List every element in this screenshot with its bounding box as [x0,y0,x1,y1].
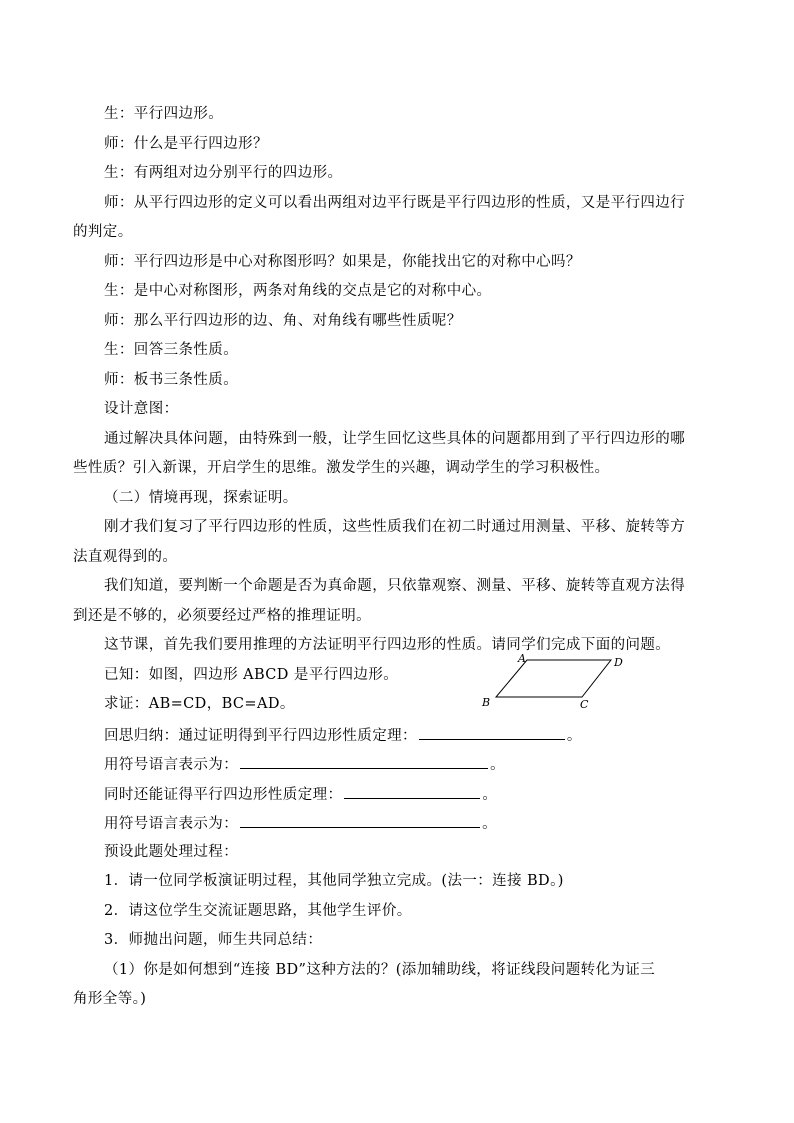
prove-line: 求证：AB=CD，BC=AD。 [104,696,295,712]
parallelogram-shape [496,660,611,697]
fill-line [104,812,497,834]
section-heading: （二）情境再现，探索证明。 [104,490,298,506]
text-line: 预设此题处理过程： [104,844,239,860]
text-line: 生：回答三条性质。 [104,342,239,358]
text-line: 到还是不够的，必须要经过严格的推理证明。 [73,608,371,624]
vertex-label-c: C [580,698,589,711]
list-item: 1．请一位同学板演证明过程，其他同学独立完成。(法一：连接 BD。) [104,873,564,889]
answer-blank[interactable] [240,753,488,769]
answer-blank[interactable] [419,724,565,740]
text-line: 刚才我们复习了平行四边形的性质，这些性质我们在初二时通过用测量、平移、旋转等方 [104,519,686,535]
text-line: 师：那么平行四边形的边、角、对角线有哪些性质呢？ [104,313,462,329]
fill-end: 。 [482,816,498,832]
text-line: 我们知道，要判断一个命题是否为真命题，只依靠观察、测量、平移、旋转等直观方法得 [104,578,686,594]
text-line: 师：什么是平行四边形？ [104,136,268,152]
answer-blank[interactable] [240,812,480,828]
fill-end: 。 [482,787,498,803]
vertex-label-a: A [518,652,526,665]
list-item: 2．请这位学生交流证题思路，其他学生评价。 [104,903,412,919]
text-line: 师：平行四边形是中心对称图形吗？如果是，你能找出它的对称中心吗？ [104,254,581,270]
text-line: 些性质？引入新课，开启学生的思维。激发学生的兴趣，调动学生的学习积极性。 [73,460,610,476]
text-line: 设计意图： [104,401,179,417]
fill-end: 。 [490,757,506,773]
text-line: 师：从平行四边形的定义可以看出两组对边平行既是平行四边形的性质，又是平行四边行 [104,195,686,211]
fill-prompt: 用符号语言表示为： [104,816,239,832]
text-line: 生：有两组对边分别平行的四边形。 [104,165,343,181]
text-line: 生：是中心对称图形，两条对角线的交点是它的对称中心。 [104,283,492,299]
parallelogram-figure [480,650,630,715]
text-line: 通过解决具体问题，由特殊到一般，让学生回忆这些具体的问题都用到了平行四边形的哪 [104,431,686,447]
answer-blank[interactable] [344,783,480,799]
fill-line [104,783,497,805]
fill-prompt: 回思归纳：通过证明得到平行四边形性质定理： [104,728,417,744]
text-line: 师：板书三条性质。 [104,372,239,388]
text-line: 生：平行四边形。 [104,106,224,122]
list-item: （1）你是如何想到“连接 BD”这种方法的？(添加辅助线，将证线段问题转化为证三 [104,962,656,978]
text-line: 的判定。 [73,224,133,240]
text-line: 角形全等。) [73,991,147,1007]
text-line: 法直观得到的。 [73,549,178,565]
vertex-label-b: B [482,696,491,709]
text-line: 这节课，首先我们要用推理的方法证明平行四边形的性质。请同学们完成下面的问题。 [104,637,671,653]
vertex-label-d: D [614,656,623,669]
fill-line [104,753,505,775]
fill-end: 。 [566,728,582,744]
fill-line [104,724,582,746]
given-line: 已知：如图，四边形 ABCD 是平行四边形。 [104,667,399,683]
list-item: 3．师抛出问题，师生共同总结： [104,932,323,948]
fill-prompt: 同时还能证得平行四边形性质定理： [104,787,343,803]
fill-prompt: 用符号语言表示为： [104,757,239,773]
